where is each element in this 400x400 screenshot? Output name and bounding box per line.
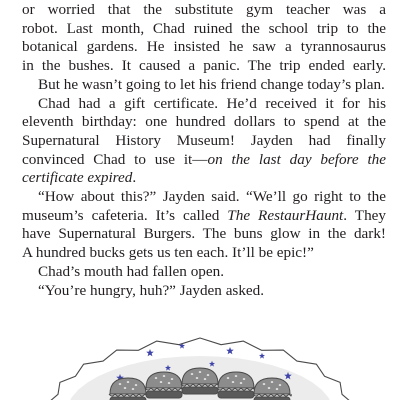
burger-icon [217, 372, 255, 398]
text-line [22, 263, 386, 282]
italic-text: The RestaurHaunt [227, 206, 344, 224]
sesame-seed [196, 377, 199, 379]
text-line [22, 20, 386, 39]
sesame-seed [268, 387, 271, 389]
italic-text: on the last day before the [207, 150, 387, 168]
text-run: museum’s cafeteria. It’s called [22, 206, 228, 224]
sesame-seed [235, 375, 238, 377]
text-run: . They [343, 206, 386, 224]
text-run: in the bushes. It caused a panic. The trip ended early. [22, 57, 386, 75]
text-run: botanical gardens. He insisted he saw a tyrannosaurus [22, 38, 386, 56]
sesame-seed [127, 381, 130, 383]
text-line [22, 76, 386, 95]
text-line [22, 282, 386, 301]
italic-text: certificate expired [22, 169, 133, 187]
text-run: have Supernatural Burgers. The buns glow in the dark! [22, 225, 386, 243]
text-run: “How about this?” Jayden said. “We’ll go right to the [38, 188, 386, 206]
star-icon [146, 349, 154, 356]
sesame-seed [279, 384, 282, 386]
text-run: Chad’s mouth had fallen open. [38, 262, 225, 280]
sesame-seed [163, 375, 166, 377]
sesame-seed [263, 383, 266, 385]
sesame-seed [132, 388, 135, 390]
text-run: Chad had a gift certificate. He’d received it for his [38, 94, 386, 112]
sesame-seed [227, 377, 230, 379]
sesame-seed [119, 383, 122, 385]
sesame-seed [171, 378, 174, 380]
burger-patty [218, 391, 254, 398]
text-line [22, 1, 386, 20]
text-line [22, 151, 386, 170]
burger-patty [182, 387, 218, 394]
burger-patty [146, 391, 182, 398]
text-run: or worried that the substitute gym teacher was a [22, 1, 386, 18]
text-line [22, 169, 386, 188]
sesame-seed [243, 378, 246, 380]
star-icon [226, 347, 234, 354]
sesame-seed [199, 371, 202, 373]
burger-icon [181, 368, 219, 394]
text-line [22, 38, 386, 57]
text-run: A hundred bucks gets us ten each. It’ll be epic!” [22, 244, 314, 262]
sesame-seed [135, 384, 138, 386]
sesame-seed [276, 388, 279, 390]
sesame-seed [271, 381, 274, 383]
sesame-seed [207, 374, 210, 376]
text-run: Supernatural History Museum! Jayden had finally [22, 131, 386, 149]
burger-icon [145, 372, 183, 398]
text-run: robot. Last month, Chad ruined the school trip to the [22, 19, 386, 37]
sesame-seed [160, 381, 163, 383]
text-line [22, 57, 386, 76]
sesame-seed [204, 378, 207, 380]
text-run: . [132, 169, 137, 187]
text-line [22, 207, 386, 226]
story-text [22, 1, 386, 300]
star-icon [259, 353, 265, 359]
text-line [22, 225, 386, 244]
sesame-seed [240, 382, 243, 384]
text-line [22, 188, 386, 207]
text-line [22, 113, 386, 132]
sesame-seed [232, 381, 235, 383]
sesame-seed [155, 377, 158, 379]
sesame-seed [168, 382, 171, 384]
text-line [22, 132, 386, 151]
glowing-burgers-illustration [0, 318, 400, 400]
text-run: But he wasn’t going to let his friend change today’s plan. [38, 75, 385, 93]
text-run: eleventh birthday: one hundred dollars to spend at the [22, 113, 386, 131]
sesame-seed [124, 387, 127, 389]
star-icon [179, 343, 185, 349]
text-run: convinced Chad to use it— [22, 150, 208, 168]
sesame-seed [191, 373, 194, 375]
text-line [22, 95, 386, 114]
text-run: “You’re hungry, huh?” Jayden asked. [38, 281, 265, 299]
text-line [22, 244, 386, 263]
